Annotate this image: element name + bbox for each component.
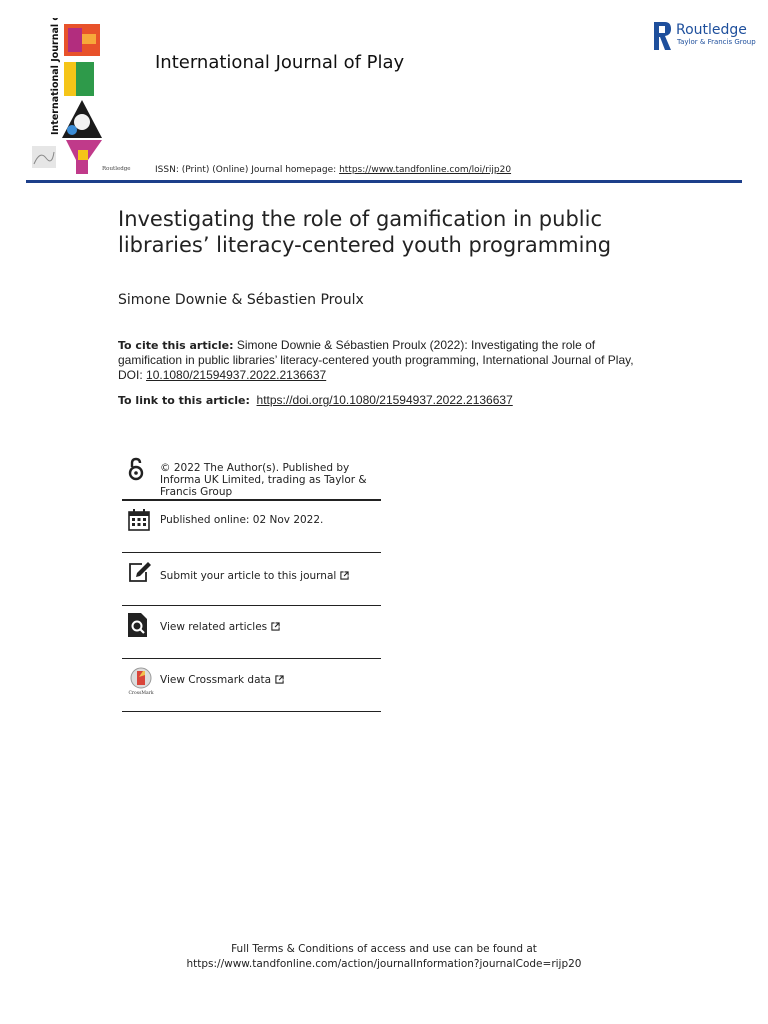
related-articles-row[interactable] bbox=[122, 606, 381, 658]
footer-terms-text: Full Terms & Conditions of access and use can be found at bbox=[231, 943, 537, 955]
external-link-icon bbox=[271, 622, 280, 631]
cover-publisher-text: Routledge bbox=[102, 166, 131, 172]
footer-terms-url[interactable]: https://www.tandfonline.com/action/journalInformation?journalCode=rijp20 bbox=[186, 958, 582, 970]
related-articles-link[interactable]: View related articles bbox=[160, 621, 280, 633]
doi-link[interactable]: 10.1080/21594937.2022.2136637 bbox=[146, 368, 327, 382]
publisher-name: Routledge bbox=[676, 22, 747, 38]
journal-cover-image bbox=[26, 18, 134, 178]
external-link-icon bbox=[275, 675, 284, 684]
routledge-r-icon bbox=[654, 22, 672, 50]
link-label: To link to this article: bbox=[118, 394, 250, 407]
open-access-row bbox=[122, 455, 381, 499]
crossmark-caption: CrossMark bbox=[128, 691, 154, 695]
article-doi-url[interactable]: https://doi.org/10.1080/21594937.2022.2136637 bbox=[256, 393, 513, 407]
edit-icon bbox=[128, 561, 152, 583]
article-title: Investigating the role of gamification in public libraries’ literacy-centered youth programming bbox=[118, 207, 612, 257]
issn-line bbox=[155, 165, 511, 175]
crossmark-row[interactable] bbox=[122, 659, 381, 711]
footer bbox=[0, 942, 768, 972]
submit-article-link[interactable]: Submit your article to this journal bbox=[160, 570, 349, 582]
crossmark-link[interactable]: View Crossmark data bbox=[160, 674, 284, 686]
crossmark-icon bbox=[128, 667, 154, 695]
open-access-icon bbox=[128, 457, 144, 481]
submit-article-row[interactable] bbox=[122, 553, 381, 605]
cite-text: Simone Downie & Sébastien Proulx (2022): Investigating the role of gamification in public libraries’ literacy-centered youth programming, International Journal of Play, DOI: bbox=[118, 338, 634, 382]
published-date: Published online: 02 Nov 2022. bbox=[160, 514, 324, 526]
cite-label: To cite this article: bbox=[118, 339, 234, 352]
journal-name: International Journal of Play bbox=[155, 52, 405, 73]
citation-block bbox=[118, 338, 658, 383]
calendar-icon bbox=[128, 509, 150, 531]
copyright-text: © 2022 The Author(s). Published by Informa UK Limited, trading as Taylor & Francis Group bbox=[160, 462, 367, 498]
article-authors: Simone Downie & Sébastien Proulx bbox=[118, 292, 364, 308]
external-link-icon bbox=[340, 571, 349, 580]
journal-homepage-link[interactable]: https://www.tandfonline.com/loi/rijp20 bbox=[339, 165, 512, 175]
publisher-subtitle: Taylor & Francis Group bbox=[677, 38, 756, 46]
search-document-icon bbox=[128, 613, 148, 637]
divider bbox=[122, 711, 381, 712]
published-row bbox=[122, 501, 381, 552]
article-link-line bbox=[118, 393, 513, 407]
header-rule bbox=[26, 180, 742, 183]
issn-label: ISSN: (Print) (Online) Journal homepage: bbox=[155, 165, 340, 175]
svg-text:International Journal of: International Journal of bbox=[50, 18, 61, 135]
